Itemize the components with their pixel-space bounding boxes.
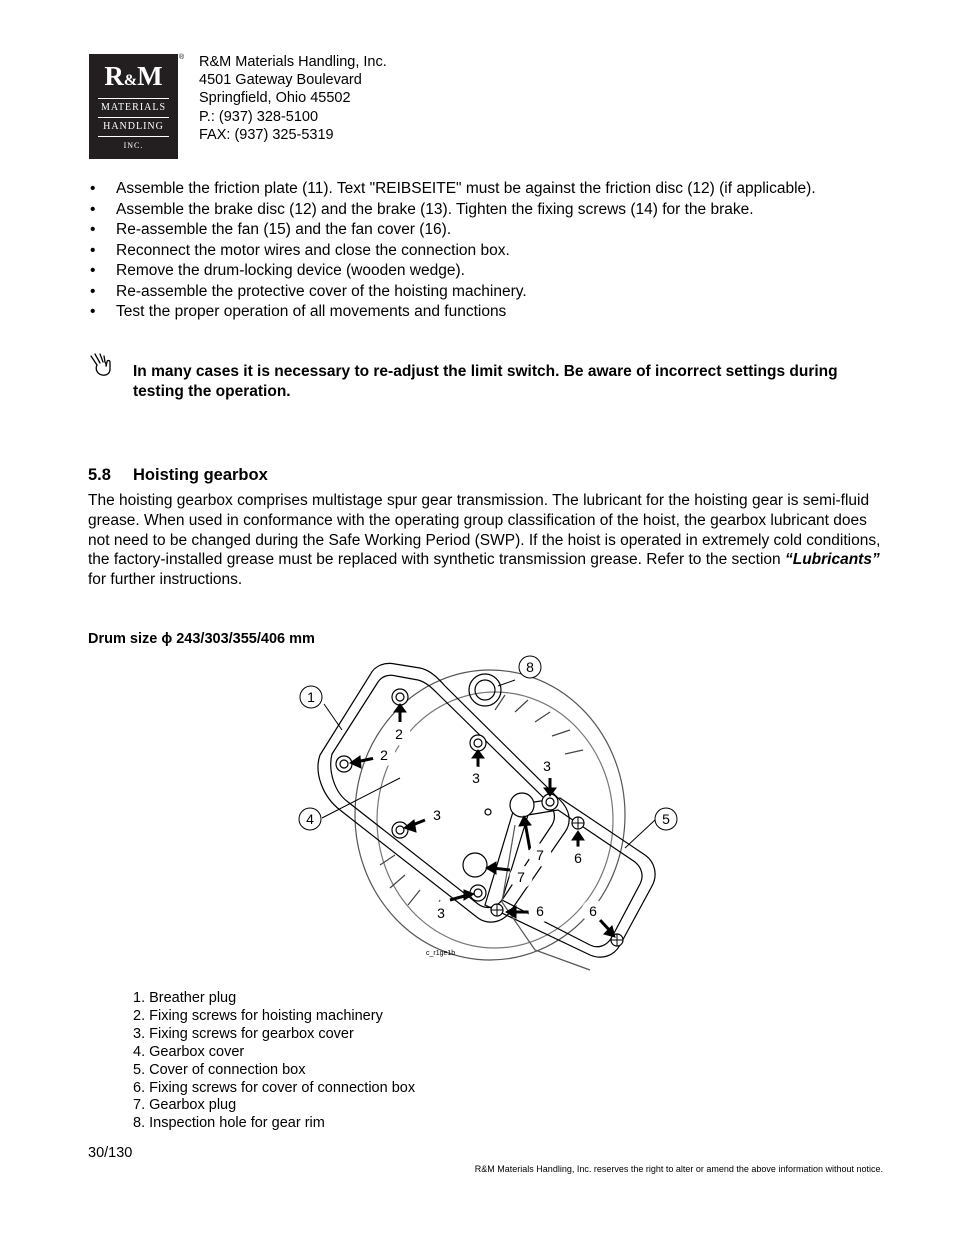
svg-text:5: 5 — [662, 811, 670, 827]
callout — [300, 686, 322, 708]
svg-text:6: 6 — [589, 903, 597, 919]
callout — [299, 808, 321, 830]
pointing-hand-icon — [88, 352, 116, 378]
company-logo: R&M MATERIALS HANDLING INC. — [89, 54, 178, 159]
list-item: • Assemble the brake disc (12) and the brake (13). Tighten the fixing screws (14) for the brake. — [88, 200, 868, 221]
callout — [567, 847, 589, 869]
callout — [519, 656, 541, 678]
note-text: In many cases it is necessary to re-adjust the limit switch. Be aware of incorrect settings during testing the operation. — [133, 363, 838, 400]
address-line: FAX: (937) 325-5319 — [199, 126, 334, 143]
address-line: R&M Materials Handling, Inc. — [199, 54, 387, 70]
company-address — [199, 53, 387, 144]
callout — [655, 808, 677, 830]
svg-text:7: 7 — [517, 869, 525, 885]
svg-text:6: 6 — [536, 903, 544, 919]
address-line: P.: (937) 328-5100 — [199, 108, 319, 125]
svg-text:3: 3 — [437, 905, 445, 921]
legend-item: 4. Gearbox cover — [133, 1043, 245, 1060]
gearbox-diagram — [290, 650, 690, 990]
footer-notice: R&M Materials Handling, Inc. reserves the right to alter or amend the above information without notice. — [474, 1164, 883, 1174]
svg-text:7: 7 — [536, 847, 544, 863]
callout — [582, 900, 604, 922]
legend-item: 5. Cover of connection box — [133, 1061, 306, 1078]
callout — [529, 844, 551, 866]
callout — [465, 767, 487, 789]
address-line: Springfield, Ohio 45502 — [199, 90, 351, 107]
svg-text:4: 4 — [306, 811, 314, 827]
list-item: • Test the proper operation of all movements and functions — [88, 302, 868, 323]
legend-item: 3. Fixing screws for gearbox cover — [133, 1025, 354, 1042]
image-code: c_r1ge1b — [426, 950, 456, 957]
legend-item: 8. Inspection hole for gear rim — [133, 1115, 325, 1132]
svg-text:2: 2 — [380, 747, 388, 763]
callout — [529, 900, 551, 922]
legend-item: 7. Gearbox plug — [133, 1097, 237, 1114]
list-item: • Re-assemble the protective cover of the hoisting machinery. — [88, 282, 868, 303]
page-number: 30/130 — [88, 1145, 133, 1161]
svg-text:6: 6 — [574, 850, 582, 866]
registered-mark: ® — [179, 54, 185, 61]
callout — [510, 866, 532, 888]
svg-text:3: 3 — [472, 770, 480, 786]
legend-item: 6. Fixing screws for cover of connection box — [133, 1079, 416, 1096]
svg-text:1: 1 — [307, 689, 315, 705]
svg-text:3: 3 — [433, 807, 441, 823]
address-line: 4501 Gateway Boulevard — [199, 72, 362, 89]
svg-text:3: 3 — [543, 758, 551, 774]
svg-text:2: 2 — [395, 726, 403, 742]
callout — [536, 755, 558, 777]
list-item: • Re-assemble the fan (15) and the fan cover (16). — [88, 220, 868, 241]
instruction-list — [88, 179, 868, 323]
section-heading: 5.8 Hoisting gearbox — [88, 466, 268, 484]
legend-item: 1. Breather plug — [133, 990, 237, 1006]
callout — [430, 902, 452, 924]
callout — [388, 723, 410, 745]
section-paragraph: The hoisting gearbox comprises multistage spur gear transmission. The lubricant for the hoisting gear is semi-fluid grease. When used in conformance with the operating group classification of the hoist, the gearbox lubricant does not need to be changed during the Safe Working Period (SWP). If the hoist is operated in extremely cold conditions, the factory-installed grease must be replaced with synthetic transmission grease. Refer to the section “Lubricants” for further instructions. — [88, 492, 881, 589]
list-item: • Assemble the friction plate (11). Text "REIBSEITE" must be against the friction disc (12) (if applicable). — [88, 179, 868, 200]
list-item: • Reconnect the motor wires and close the connection box. — [88, 241, 868, 262]
list-item: • Remove the drum-locking device (wooden wedge). — [88, 261, 868, 282]
legend-item: 2. Fixing screws for hoisting machinery — [133, 1007, 383, 1024]
svg-text:8: 8 — [526, 659, 534, 675]
callout — [373, 744, 395, 766]
callout — [426, 804, 448, 826]
figure-heading: Drum size ϕ 243/303/355/406 mm — [88, 631, 315, 647]
figure-legend — [133, 990, 415, 1133]
